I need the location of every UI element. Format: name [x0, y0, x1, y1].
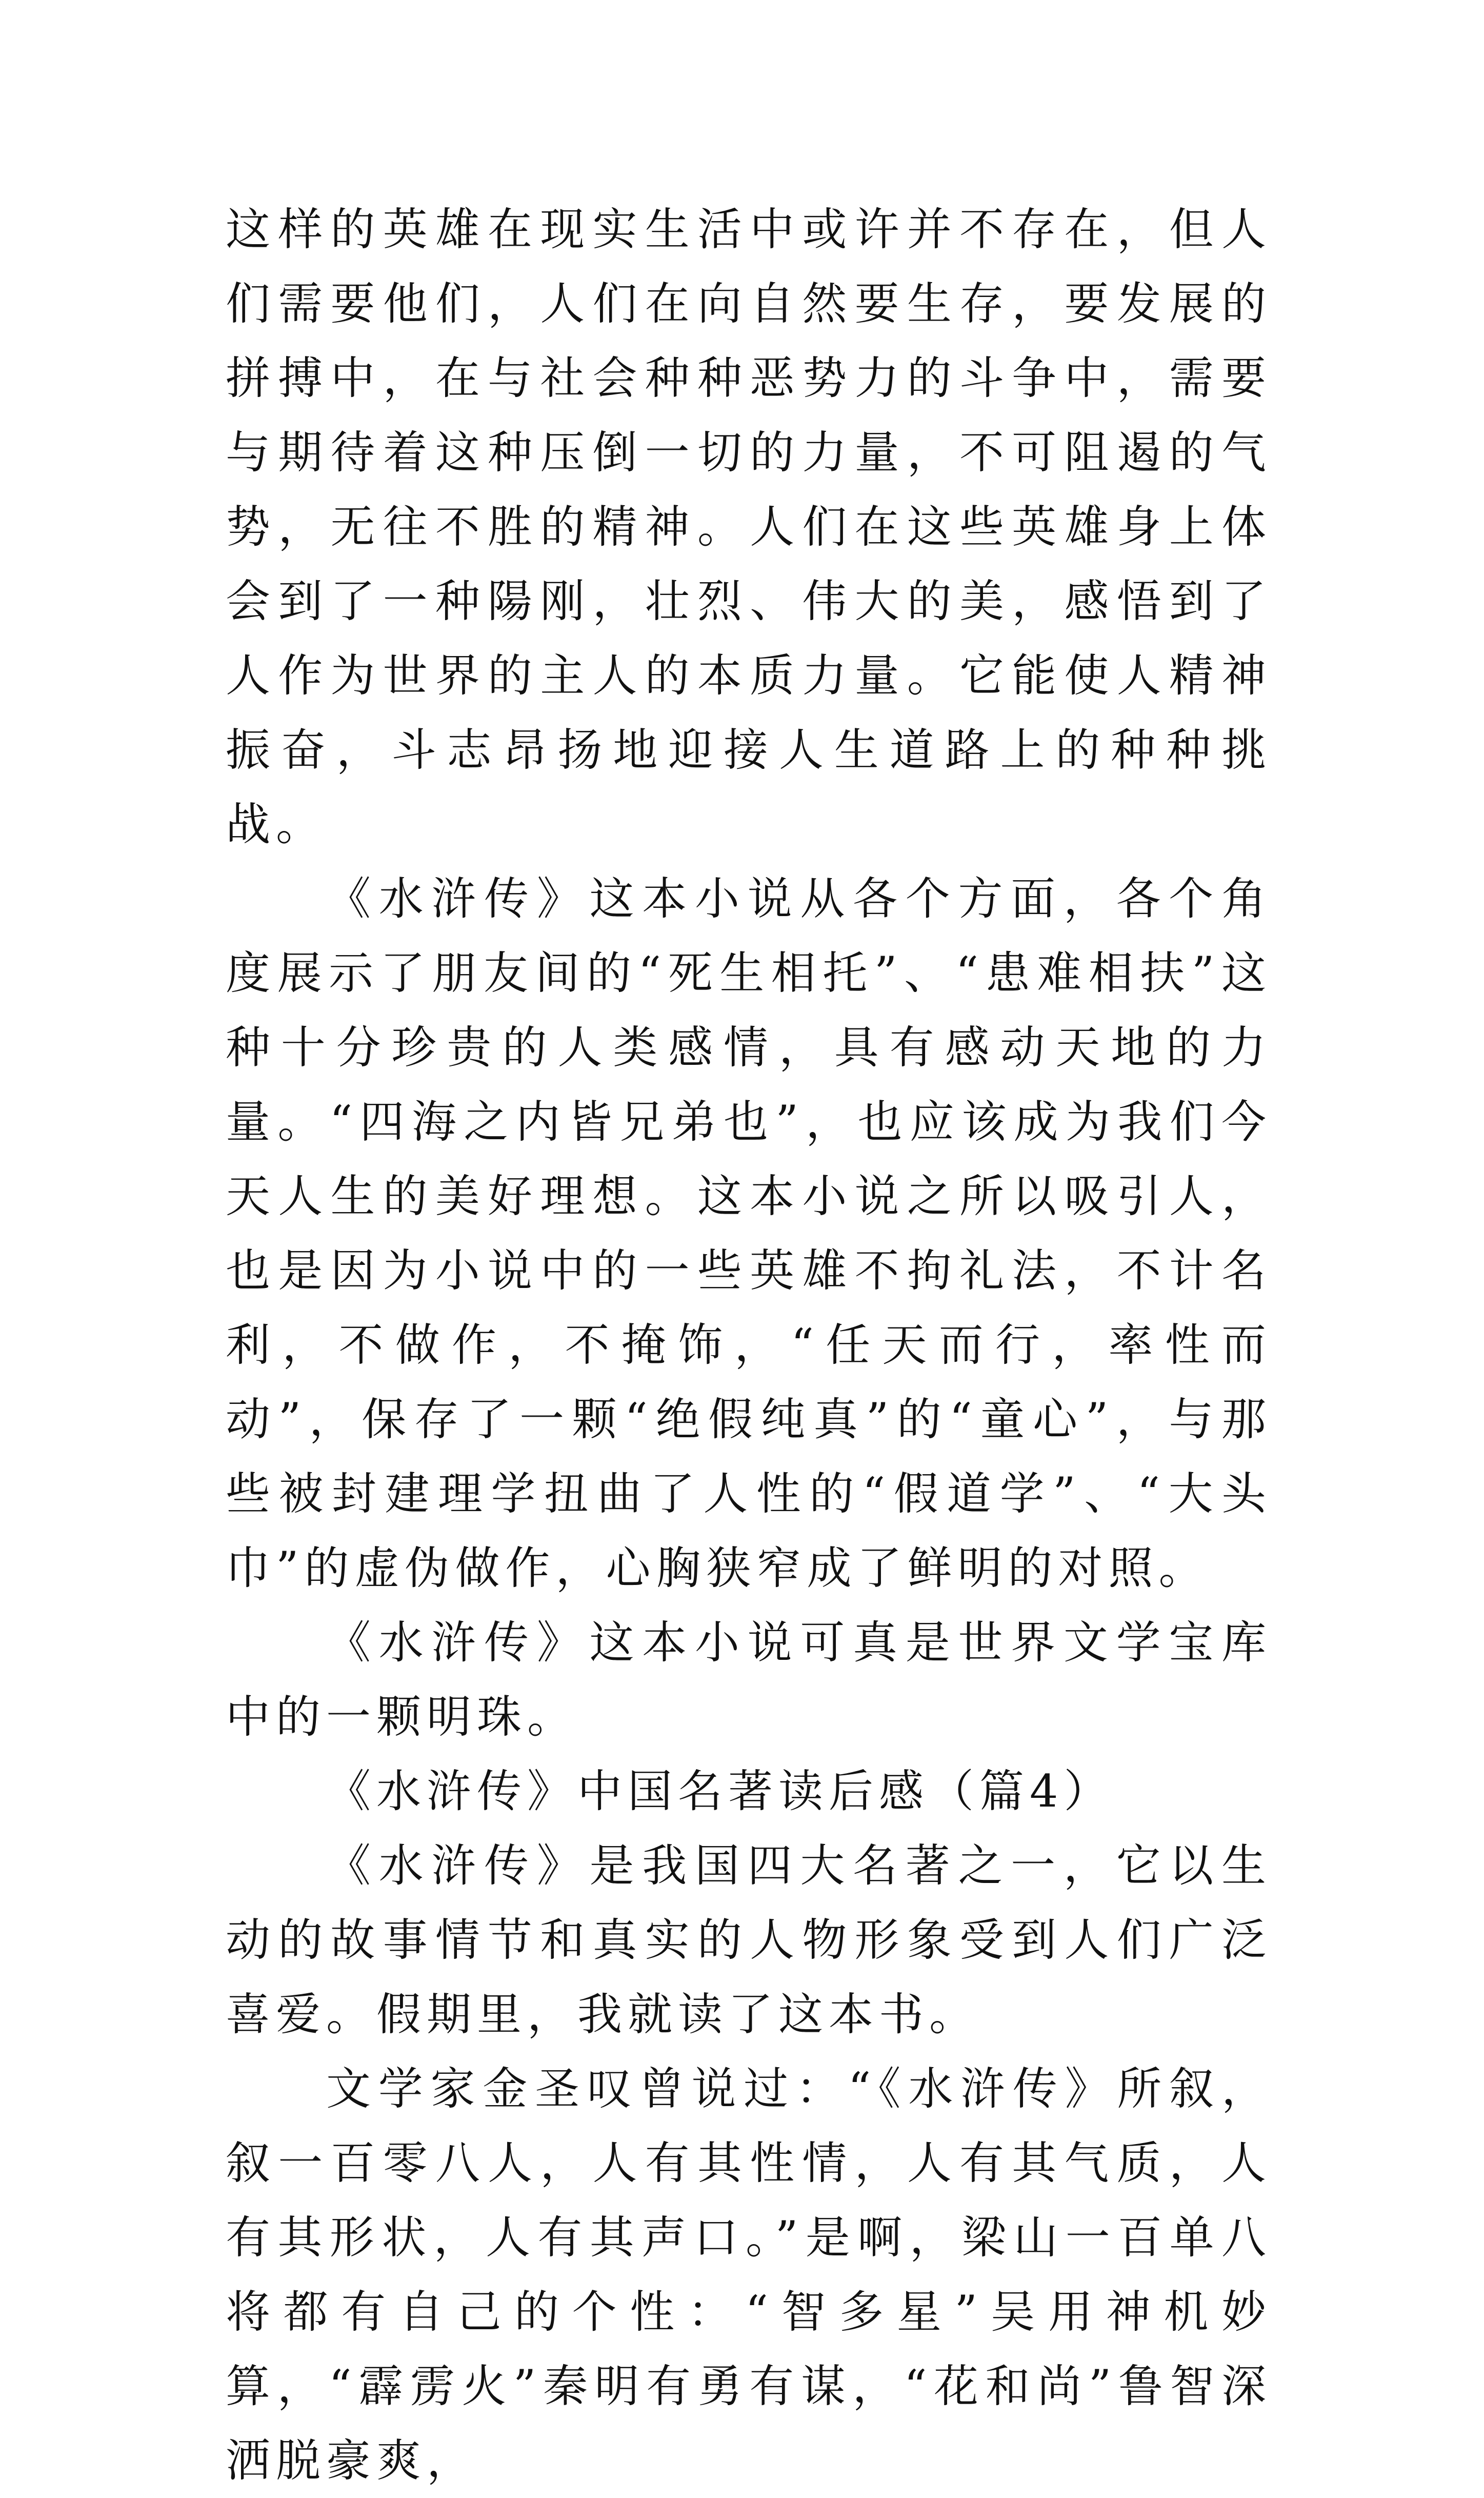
section-heading: 《水浒传》中国名著读后感（篇4）	[326, 1765, 1114, 1817]
paragraph-friendship: 《水浒传》这本小说从各个方面，各个角度展示了朋友间的“死生相托”、“患难相扶”这种十分珍贵的人类感情，具有感动天地的力量。“四海之内皆兄弟也”，也应该成为我们今天人生的美好理想。这本小说之所以吸引人，也是因为小说中的一些英雄不拘礼法，不计名利，不做作，不掩饰，“任天而行，率性而动”，保存了一颗“绝假纯真”的“童心”，与那些被封建理学扭曲了人性的“假道学”、“大头巾”的虚伪做作，心胸狭窄成了鲜明的对照。	[226, 873, 1272, 1594]
paragraph-heroes: 这样的英雄在现实生活中或许并不存在，但人们需要他们，人们在向自然要生存，要发展的拼搏中，在与社会种种恶势力的斗争中，需要与期待着这种压倒一切的力量，不可阻遏的气势，无往不胜的精神。人们在这些英雄身上体会到了一种陽刚，壮烈、伟大的美，感悟到了人作为世界的主人的本质力量。它能使人精神振奋，斗志昂扬地迎接人生道路上的种种挑战。	[226, 203, 1272, 850]
body-text	[226, 192, 1272, 2498]
paragraph-intro: 《水浒传》是我国四大名著之一，它以生动的故事情节和真实的人物形象受到人们广泛喜爱。假期里，我就读了这本书。	[226, 1839, 1272, 2040]
paragraph-pearl: 《水浒传》这本小说可真是世界文学宝库中的一颗明珠。	[226, 1616, 1272, 1743]
paragraph-characters: 文学家金圣叹曾说过：“《水浒传》所叙，叙一百零八人，人有其性情，人有其气质，人有其形状，人有其声口。”是啊，梁山一百单八将都有自己的个性：“智多星”吴用神机妙算，“霹雳火”秦明有勇有谋，“花和尚”鲁智深洒脱豪爽，	[226, 2063, 1272, 2487]
